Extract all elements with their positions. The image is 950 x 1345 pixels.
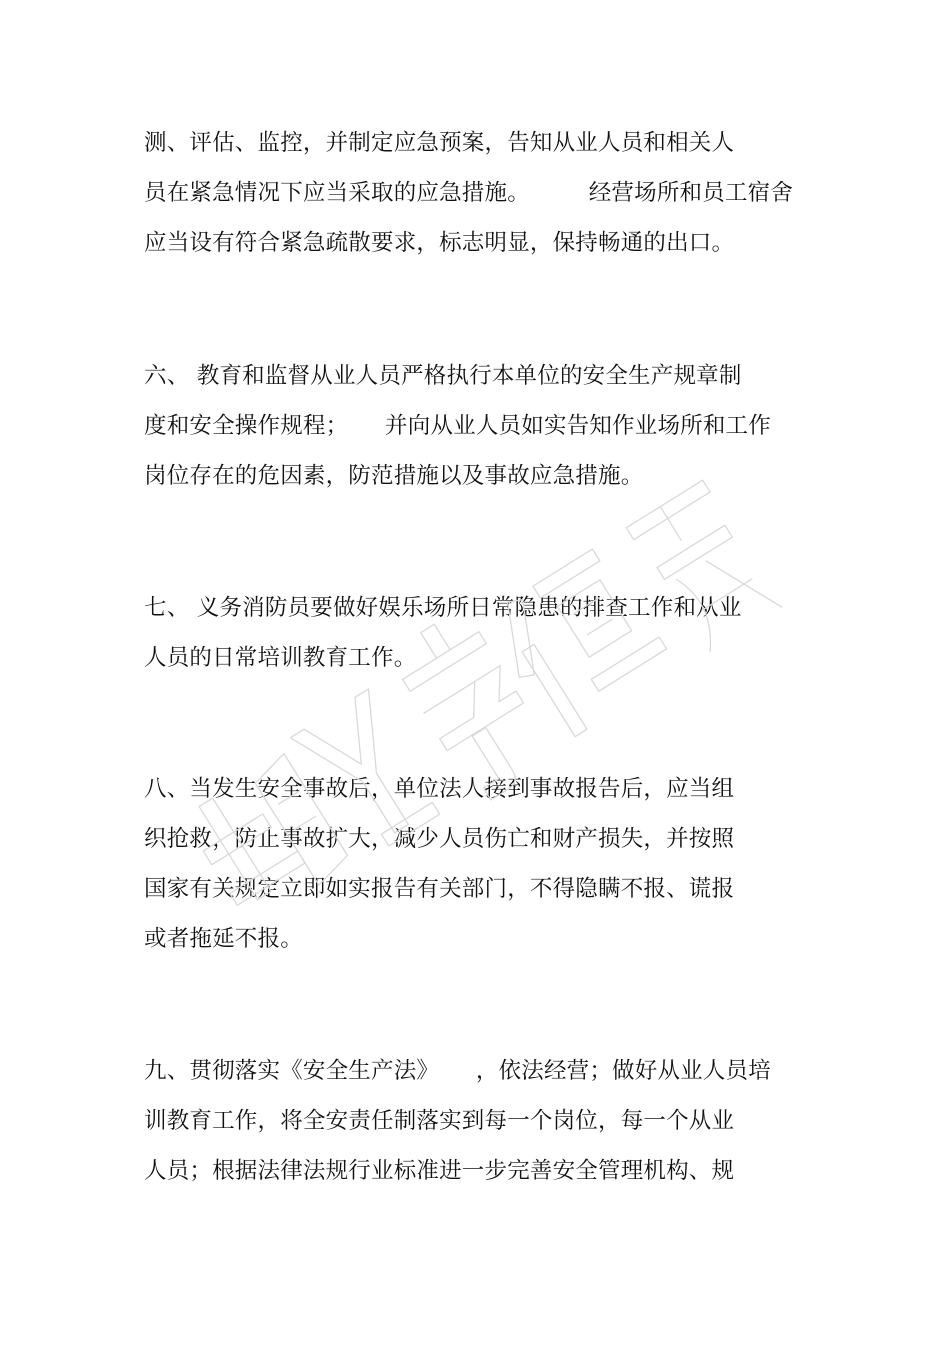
text-line: 度和安全操作规程； 并向从业人员如实告知作业场所和工作: [144, 413, 771, 439]
text-line: 八、当发生安全事故后，单位法人接到事故报告后，应当组: [144, 776, 735, 802]
text-line: 训教育工作，将全安责任制落实到每一个岗位，每一个从业: [144, 1108, 735, 1134]
text-line: 人员；根据法律法规行业标准进一步完善安全管理机构、规: [144, 1158, 735, 1184]
text-line: 六、 教育和监督从业人员严格执行本单位的安全生产规章制: [144, 363, 742, 389]
text-line: 七、 义务消防员要做好娱乐场所日常隐患的排查工作和从业: [144, 595, 742, 621]
text-line: 测、评估、监控，并制定应急预案，告知从业人员和相关人: [144, 130, 735, 156]
text-line: 岗位存在的危因素，防范措施以及事故应急措施。: [144, 463, 644, 489]
text-line: 织抢救，防止事故扩大，减少人员伤亡和财产损失，并按照: [144, 826, 735, 852]
text-line: 人员的日常培训教育工作。: [144, 645, 417, 671]
text-line: 员在紧急情况下应当采取的应急措施。 经营场所和员工宿舍: [144, 180, 794, 206]
text-line: 或者拖延不报。: [144, 926, 303, 952]
text-line: 九、贯彻落实《安全生产法》 ，依法经营；做好从业人员培: [144, 1058, 771, 1084]
text-line: 应当设有符合紧急疏散要求，标志明显，保持畅通的出口。: [144, 230, 735, 256]
text-line: 国家有关规定立即如实报告有关部门，不得隐瞒不报、谎报: [144, 876, 735, 902]
